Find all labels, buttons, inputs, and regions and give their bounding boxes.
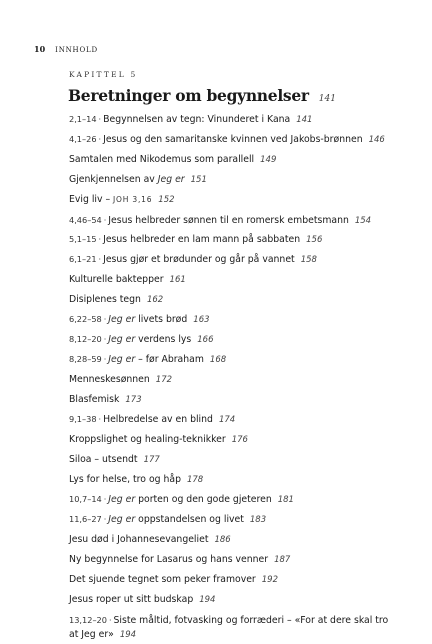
toc-entry-page: 172: [155, 375, 173, 385]
chapter-label: KAPITTEL 5: [69, 70, 138, 79]
toc-entry-page: 168: [209, 355, 227, 365]
toc-entry: [69, 330, 389, 350]
toc-entry-ref: 9,1–38: [69, 414, 97, 424]
toc-entry-text: Ny begynnelse for Lasarus og hans venner: [69, 554, 269, 565]
toc-entry: [69, 190, 389, 210]
toc-entry-ref: 6,1–21: [69, 254, 97, 264]
toc-entry-text: Menneskesønnen: [69, 374, 150, 385]
toc-entry-page: 158: [300, 255, 317, 265]
toc-list: [69, 110, 389, 644]
toc-entry-page: 152: [158, 195, 175, 205]
toc-entry-text: Jesu død i Johannesevangeliet: [69, 534, 209, 545]
toc-entry-page: 183: [249, 515, 267, 525]
toc-entry-page: 173: [125, 395, 142, 405]
toc-entry: [69, 310, 389, 330]
toc-entry-ref: 2,1–14: [69, 114, 97, 124]
toc-entry: [69, 470, 389, 490]
toc-entry-text: Begynnelsen av tegn: Vinunderet i Kana: [103, 114, 291, 125]
toc-entry-text: Siloa – utsendt: [69, 454, 138, 465]
toc-entry-ref: 13,12–20: [69, 615, 107, 625]
page-number: 10: [34, 44, 46, 54]
toc-entry-text: – før Abraham: [135, 354, 204, 365]
toc-entry-ref: 8,28–59: [69, 354, 102, 364]
toc-entry-page: 181: [277, 495, 294, 505]
toc-entry-page: 149: [260, 155, 277, 165]
toc-entry-text: Disiplenes tegn: [69, 294, 141, 305]
toc-entry-page: 162: [146, 295, 164, 305]
chapter-page: 141: [318, 94, 336, 104]
toc-entry-text: verdens lys: [135, 334, 192, 345]
toc-entry-page: 174: [218, 415, 236, 425]
toc-entry-text: Lys for helse, tro og håp: [69, 474, 181, 485]
toc-entry: [69, 430, 389, 450]
chapter-title: Beretninger om begynnelser: [68, 86, 309, 105]
toc-entry: [69, 550, 389, 570]
toc-entry-page: 186: [214, 535, 231, 545]
separator-dot: ·: [103, 335, 107, 344]
toc-entry-text: Kroppslighet og healing-teknikker: [69, 434, 226, 445]
toc-entry-page: 163: [193, 315, 210, 325]
toc-entry-page: 194: [119, 630, 137, 640]
toc-entry-text: Jeg er: [157, 174, 185, 185]
section-title: INNHOLD: [55, 46, 98, 54]
toc-entry: [69, 130, 389, 150]
toc-entry-page: 194: [199, 595, 216, 605]
separator-dot: ·: [98, 115, 102, 124]
toc-entry: [69, 110, 389, 130]
toc-entry-page: 146: [368, 135, 385, 145]
toc-entry: [69, 210, 389, 230]
toc-entry-ref: 6,22–58: [69, 314, 102, 324]
toc-entry: [69, 230, 389, 250]
toc-entry: [69, 370, 389, 390]
toc-entry-text: Kulturelle baktepper: [69, 274, 164, 285]
toc-entry: [69, 450, 389, 470]
toc-entry-text: Jeg er: [108, 354, 136, 365]
toc-entry: [69, 610, 389, 644]
toc-entry: [69, 530, 389, 550]
toc-entry-page: 161: [169, 275, 186, 285]
toc-entry-page: 166: [197, 335, 214, 345]
toc-entry-text: Jeg er: [108, 514, 136, 525]
toc-entry: [69, 570, 389, 590]
toc-entry-text: Evig liv –: [69, 194, 114, 205]
toc-entry-text: JOH 3,16: [113, 195, 153, 204]
toc-entry-text: porten og den gode gjeteren: [135, 494, 272, 505]
toc-entry-page: 177: [143, 455, 160, 465]
toc-entry: [69, 390, 389, 410]
separator-dot: ·: [103, 315, 107, 324]
toc-entry-text: oppstandelsen og livet: [135, 514, 244, 525]
chapter-heading: [68, 86, 336, 105]
separator-dot: ·: [98, 135, 102, 144]
toc-entry-text: livets brød: [135, 314, 188, 325]
toc-entry-text: Jesus gjør et brødunder og går på vannet: [103, 254, 295, 265]
separator-dot: ·: [103, 495, 107, 504]
toc-entry-text: Det sjuende tegnet som peker framover: [69, 574, 256, 585]
toc-entry: [69, 590, 389, 610]
toc-entry-page: 187: [274, 555, 291, 565]
separator-dot: ·: [103, 216, 107, 225]
toc-entry-ref: 4,1–26: [69, 134, 97, 144]
toc-entry-text: Jeg er: [108, 494, 136, 505]
toc-entry-text: Helbredelse av en blind: [103, 414, 213, 425]
toc-entry: [69, 170, 389, 190]
toc-entry-page: 176: [231, 435, 248, 445]
toc-entry-ref: 5,1–15: [69, 234, 97, 244]
toc-entry-ref: 4,46–54: [69, 215, 102, 225]
separator-dot: ·: [108, 616, 112, 625]
toc-entry-page: 192: [261, 575, 278, 585]
toc-entry: [69, 510, 389, 530]
toc-entry: [69, 250, 389, 270]
toc-entry: [69, 290, 389, 310]
toc-entry-page: 141: [296, 115, 313, 125]
toc-entry-page: 151: [190, 175, 207, 185]
running-head: [34, 44, 98, 54]
toc-entry-page: 178: [186, 475, 204, 485]
toc-entry-page: 154: [354, 216, 372, 226]
toc-entry-text: Jesus og den samaritanske kvinnen ved Jakobs-brønnen: [103, 134, 363, 145]
toc-entry: [69, 490, 389, 510]
separator-dot: ·: [103, 515, 107, 524]
toc-entry: [69, 270, 389, 290]
separator-dot: ·: [98, 235, 102, 244]
toc-entry: [69, 350, 389, 370]
separator-dot: ·: [98, 255, 102, 264]
toc-entry-ref: 11,6–27: [69, 514, 102, 524]
separator-dot: ·: [98, 415, 102, 424]
toc-entry-page: 156: [306, 235, 323, 245]
toc-entry-text: Siste måltid, fotvasking og forræderi – «For at dere skal tro at Jeg er»: [69, 615, 389, 640]
toc-entry: [69, 150, 389, 170]
toc-entry: [69, 410, 389, 430]
separator-dot: ·: [103, 355, 107, 364]
toc-entry-text: Jesus roper ut sitt budskap: [69, 594, 194, 605]
toc-entry-text: Jesus helbreder sønnen til en romersk embetsmann: [108, 215, 349, 226]
toc-entry-text: Jeg er: [108, 314, 136, 325]
toc-entry-text: Samtalen med Nikodemus som parallell: [69, 154, 255, 165]
toc-entry-text: Jesus helbreder en lam mann på sabbaten: [103, 234, 301, 245]
toc-entry-ref: 8,12–20: [69, 334, 102, 344]
toc-entry-text: Gjenkjennelsen av: [69, 174, 158, 185]
toc-entry-ref: 10,7–14: [69, 494, 102, 504]
toc-entry-text: Jeg er: [108, 334, 136, 345]
toc-entry-text: Blasfemisk: [69, 394, 120, 405]
